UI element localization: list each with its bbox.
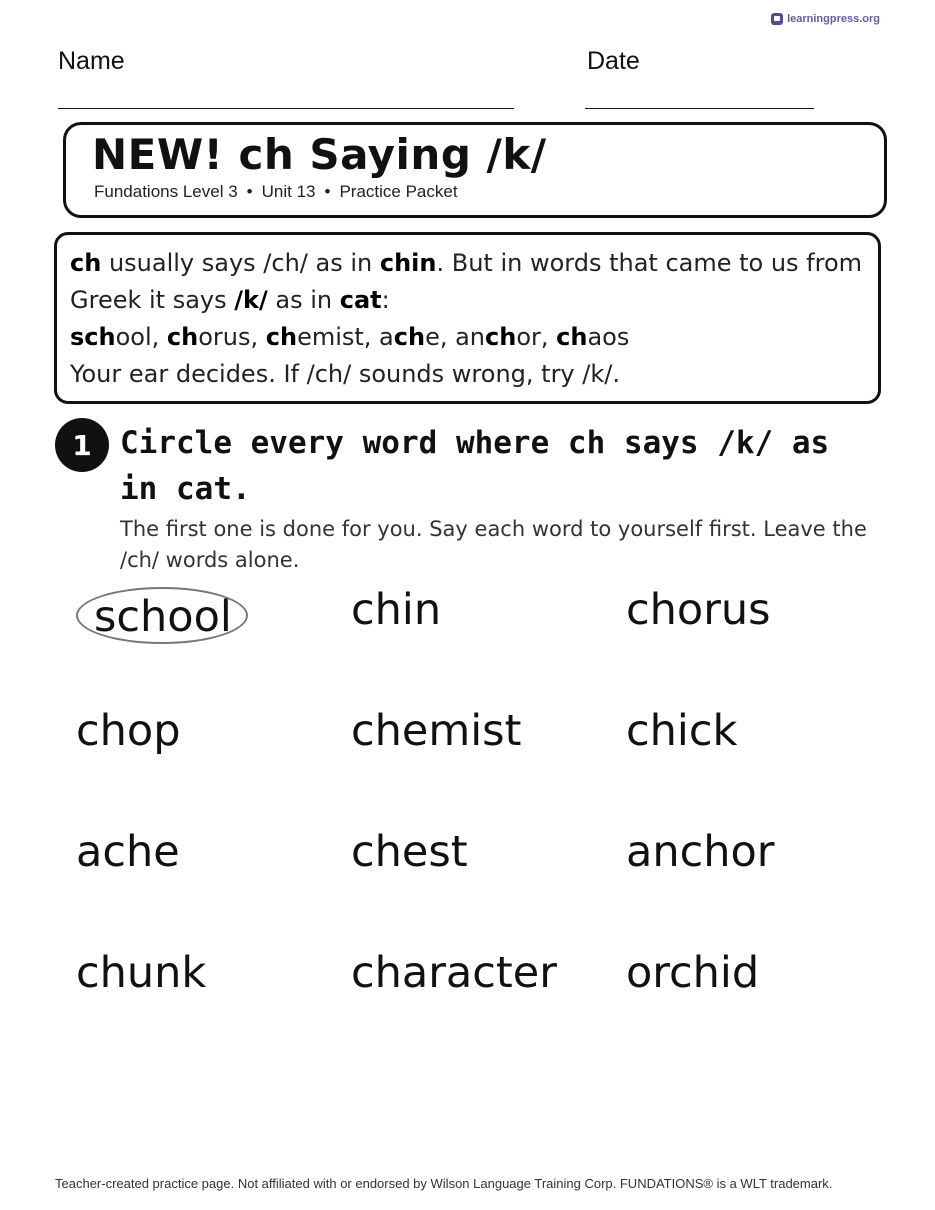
word-grid <box>76 585 901 1069</box>
title-box <box>63 122 887 218</box>
text-run: orus, <box>198 323 266 351</box>
subtitle-separator: • <box>246 182 253 201</box>
text-run: as in <box>267 286 340 314</box>
exercise-instruction: Circle every word where ch says /k/ as in cat. <box>120 425 830 507</box>
word-option[interactable] <box>76 706 351 827</box>
rule-line-1 <box>70 245 878 282</box>
subtitle-level: Fundations Level 3 <box>94 182 238 201</box>
bold-text: sch <box>70 323 116 351</box>
bold-text: ch <box>485 323 517 351</box>
date-label: Date <box>587 47 640 75</box>
subtitle <box>94 182 458 202</box>
bold-text: ch <box>70 249 102 277</box>
text-run: : <box>381 286 390 314</box>
brand-label: learningpress.org <box>787 13 880 25</box>
text-run: ool, <box>115 323 167 351</box>
word-option[interactable] <box>626 706 901 827</box>
text-run: usually says /ch/ as in <box>101 249 380 277</box>
subtitle-unit: Unit 13 <box>261 182 316 201</box>
word-text: chunk <box>76 948 207 998</box>
word-option[interactable] <box>626 585 901 706</box>
subtitle-packet: Practice Packet <box>339 182 458 201</box>
rule-box <box>54 232 881 404</box>
bold-text: chin <box>379 249 437 277</box>
page-title: NEW! ch Saying /k/ <box>92 130 547 179</box>
rule-line-4 <box>70 356 878 393</box>
book-icon <box>771 13 783 25</box>
word-option[interactable] <box>76 827 351 948</box>
text-run: . But in words that came to us from <box>436 249 863 277</box>
circled-word: school <box>76 587 248 644</box>
bold-text: ch <box>265 323 298 351</box>
bold-text: ch <box>166 323 199 351</box>
word-text: chick <box>626 706 738 756</box>
word-text: ache <box>76 827 180 877</box>
bold-text: ch <box>393 323 426 351</box>
exercise-hint: The first one is done for you. Say each word to yourself first. Leave the /ch/ words alone. <box>120 517 867 572</box>
bold-text: cat <box>339 286 382 314</box>
word-text: chop <box>76 706 181 756</box>
word-text: chemist <box>351 706 522 756</box>
name-line <box>58 108 514 109</box>
word-text: character <box>351 948 557 998</box>
bold-text: /k/ <box>234 286 268 314</box>
date-line <box>585 108 814 109</box>
word-text: chorus <box>626 585 771 635</box>
word-option[interactable] <box>626 827 901 948</box>
word-option[interactable] <box>351 585 626 706</box>
text-run: aos <box>587 323 630 351</box>
rule-line-2 <box>70 282 878 319</box>
word-option[interactable] <box>76 585 351 706</box>
word-text: chest <box>351 827 468 877</box>
word-text: orchid <box>626 948 760 998</box>
text-run: or, <box>516 323 557 351</box>
text-run: Greek it says <box>70 286 235 314</box>
rule-line-3 <box>70 319 878 356</box>
word-text: anchor <box>626 827 775 877</box>
word-option[interactable] <box>351 827 626 948</box>
text-run: Your ear decides. If /ch/ sounds wrong, try /k/. <box>70 360 620 388</box>
text-run: emist, a <box>297 323 394 351</box>
bold-text: ch <box>556 323 588 351</box>
word-option[interactable] <box>626 948 901 1069</box>
brand-link[interactable] <box>771 13 880 25</box>
subtitle-separator: • <box>324 182 331 201</box>
exercise-number-badge: 1 <box>55 418 109 472</box>
word-text: chin <box>351 585 442 635</box>
name-label: Name <box>58 47 125 75</box>
word-option[interactable] <box>351 948 626 1069</box>
footer-disclaimer: Teacher-created practice page. Not affiliated with or endorsed by Wilson Language Training Corp. FUNDATIONS® is a WLT trademark. <box>55 1176 833 1191</box>
word-option[interactable] <box>76 948 351 1069</box>
word-option[interactable] <box>351 706 626 827</box>
text-run: e, an <box>425 323 486 351</box>
